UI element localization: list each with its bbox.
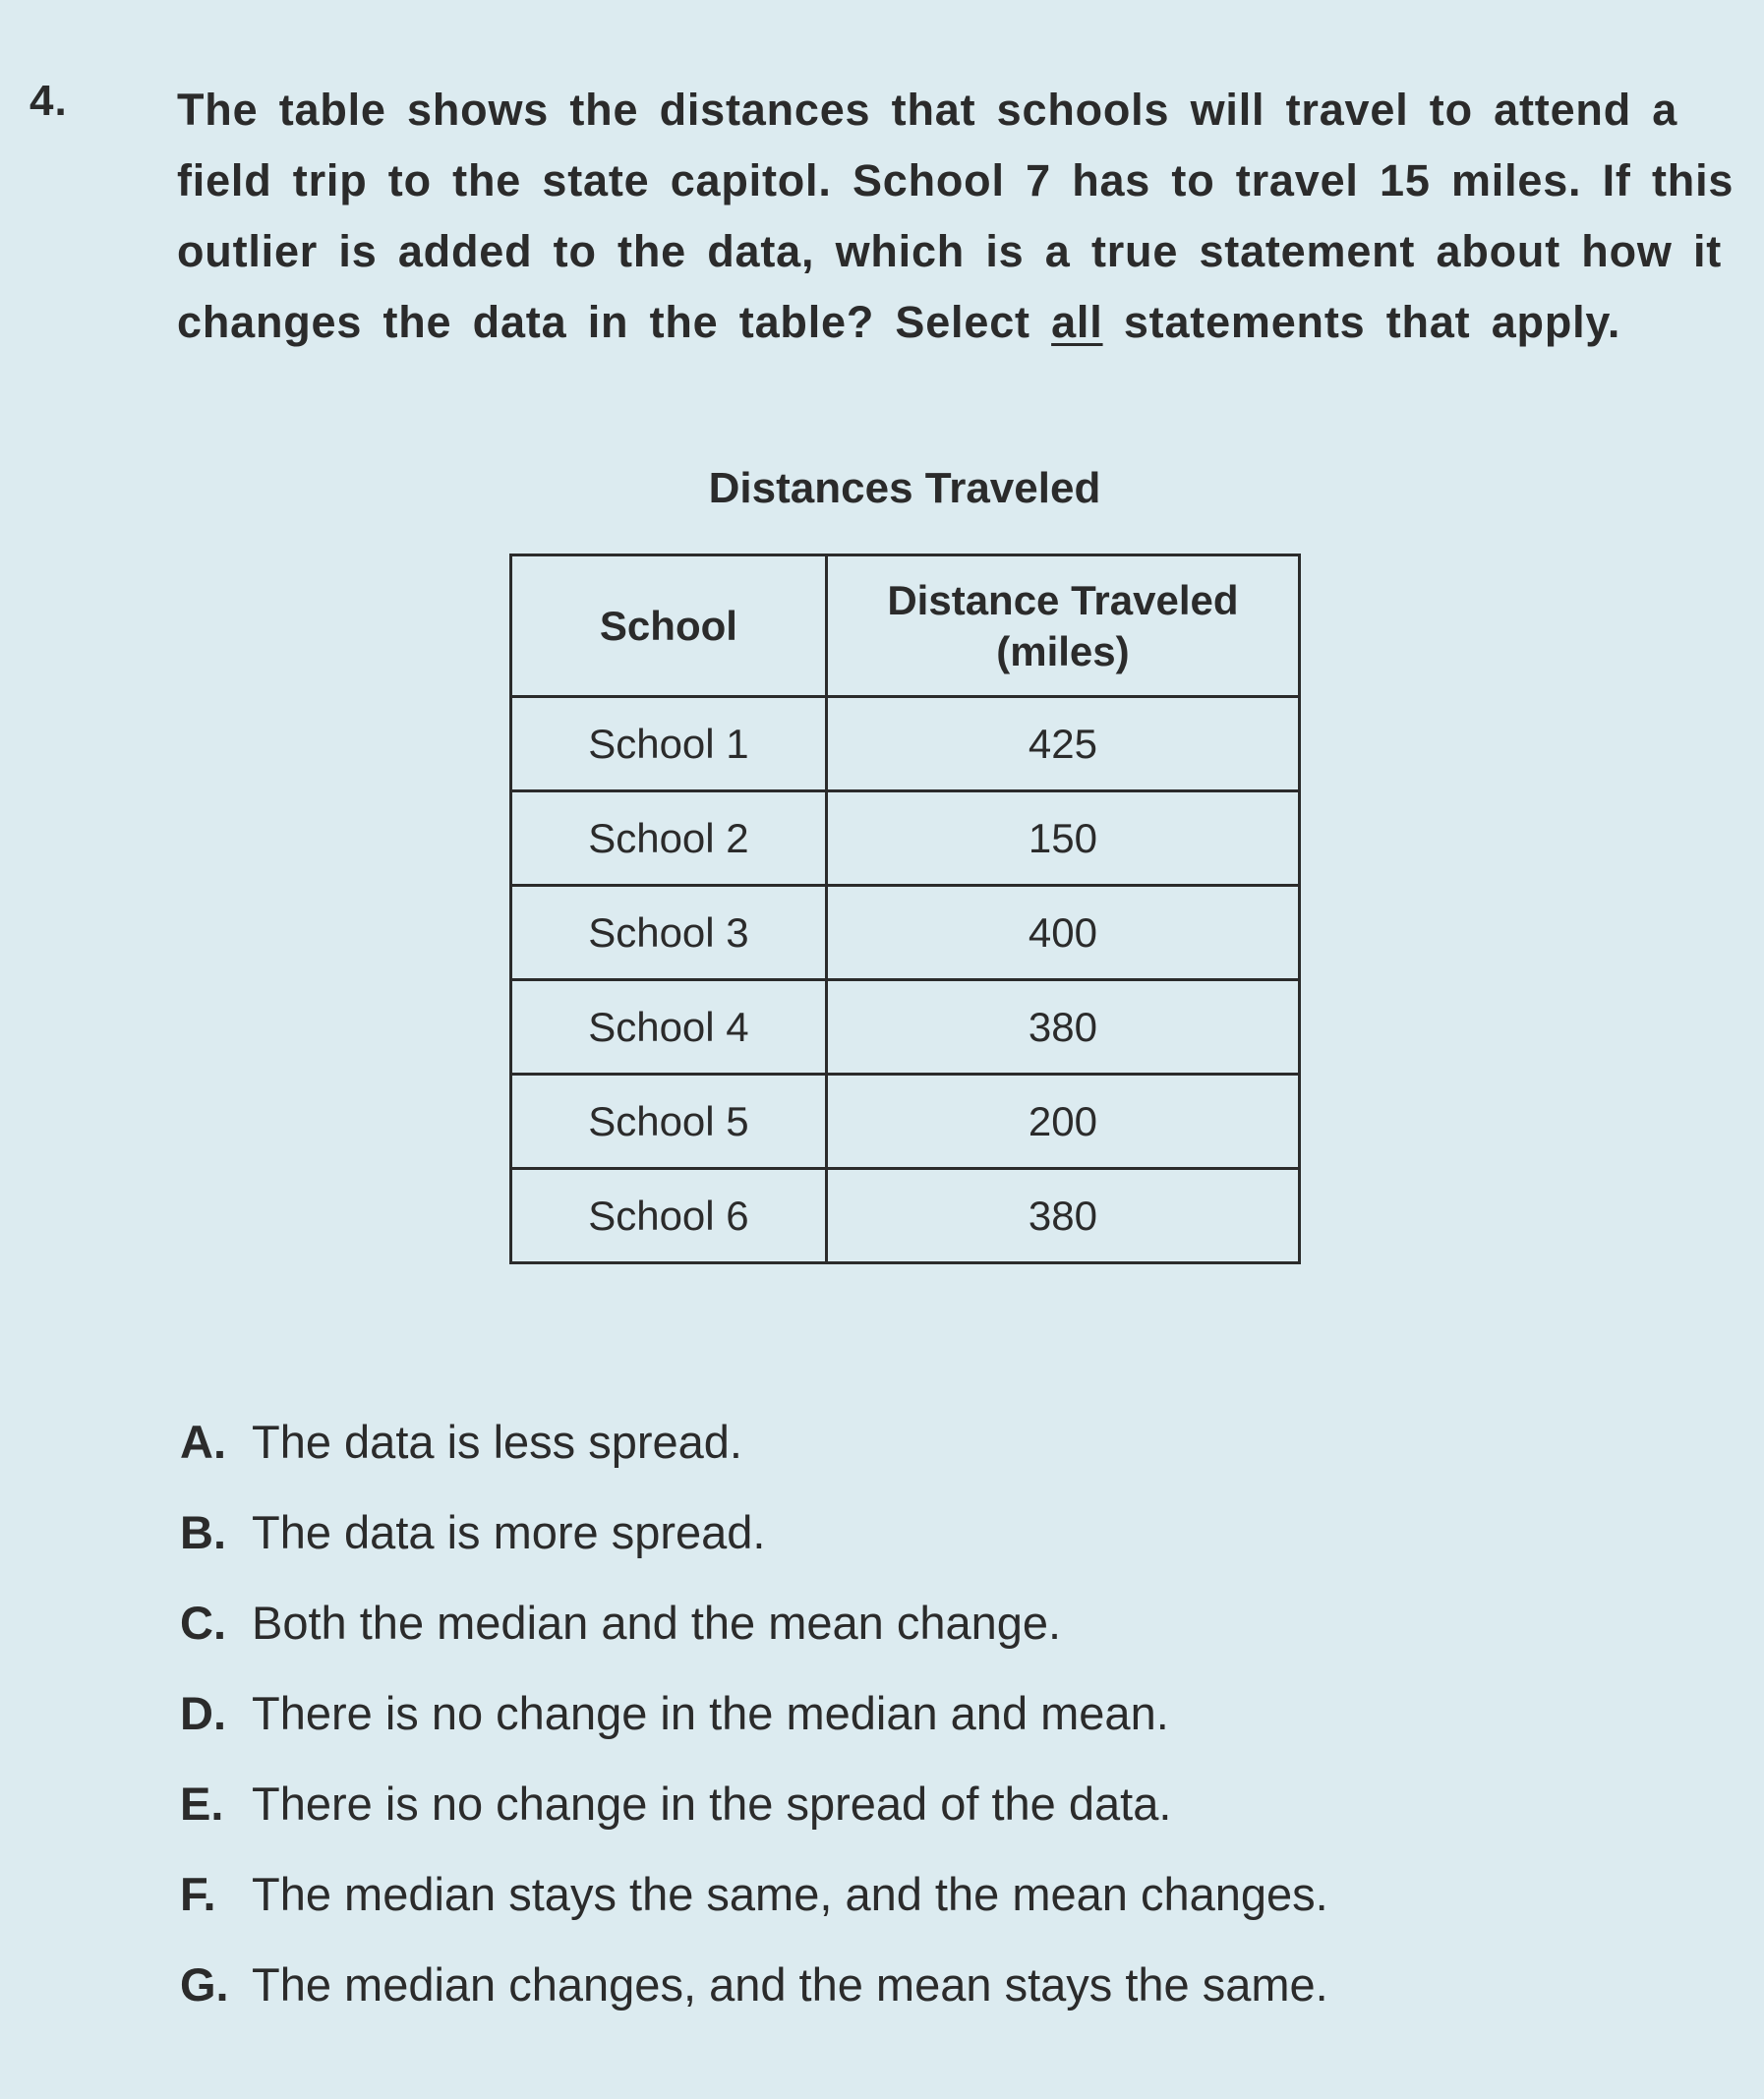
table-row [511, 1075, 1300, 1169]
distance-cell: 150 [826, 791, 1299, 886]
stem-line-3: outlier is added to the data, which is a true statement about how it [177, 226, 1723, 276]
choice-g[interactable] [180, 1939, 1328, 2029]
table-row [511, 791, 1300, 886]
choice-letter: B. [180, 1505, 226, 1558]
choice-letter: A. [180, 1415, 226, 1468]
distance-cell: 400 [826, 886, 1299, 980]
school-cell: School 4 [511, 980, 827, 1075]
choice-letter: E. [180, 1777, 224, 1830]
table-row [511, 980, 1300, 1075]
choice-e[interactable] [180, 1758, 1328, 1848]
distance-cell: 380 [826, 980, 1299, 1075]
underlined-word: all [1051, 297, 1103, 347]
choice-text: The data is more spread. [252, 1505, 766, 1558]
stem-line-2: field trip to the state capitol. School 7 has to travel 15 miles. If this [177, 155, 1735, 205]
distance-cell: 380 [826, 1169, 1299, 1263]
distance-cell: 200 [826, 1075, 1299, 1169]
table-header-row [511, 555, 1300, 697]
table-row [511, 886, 1300, 980]
choice-a[interactable] [180, 1396, 1328, 1487]
stem-line-4-end: statements that apply. [1102, 297, 1621, 347]
choice-f[interactable] [180, 1848, 1328, 1939]
choice-text: The data is less spread. [252, 1415, 742, 1468]
school-cell: School 2 [511, 791, 827, 886]
stem-line-1: The table shows the distances that schools will travel to attend a [177, 85, 1678, 135]
choice-c[interactable] [180, 1577, 1328, 1667]
choice-b[interactable] [180, 1487, 1328, 1577]
school-cell: School 6 [511, 1169, 827, 1263]
header-distance-unit: (miles) [996, 627, 1130, 674]
stem-line-4 [177, 287, 1760, 358]
distance-cell: 425 [826, 697, 1299, 791]
table-title: Distances Traveled [708, 464, 1101, 512]
table-row [511, 697, 1300, 791]
header-distance-line1: Distance Traveled [887, 576, 1239, 623]
table-row [511, 1169, 1300, 1263]
header-school: School [511, 555, 827, 697]
distances-table [509, 554, 1301, 1264]
choice-text: The median changes, and the mean stays the same. [252, 1957, 1328, 2011]
school-cell: School 3 [511, 886, 827, 980]
answer-choices [180, 1396, 1328, 2029]
choice-letter: F. [180, 1867, 216, 1920]
choice-text: There is no change in the spread of the data. [252, 1777, 1172, 1830]
choice-text: The median stays the same, and the mean changes. [252, 1867, 1328, 1920]
question-stem [177, 75, 1760, 358]
choice-text: There is no change in the median and mean. [252, 1686, 1169, 1739]
choice-text: Both the median and the mean change. [252, 1596, 1062, 1649]
header-distance [826, 555, 1299, 697]
stem-line-4-start: changes the data in the table? Select [177, 297, 1052, 347]
choice-letter: C. [180, 1596, 226, 1649]
choice-letter: D. [180, 1686, 226, 1739]
school-cell: School 5 [511, 1075, 827, 1169]
choice-letter: G. [180, 1957, 229, 2011]
choice-d[interactable] [180, 1667, 1328, 1758]
school-cell: School 1 [511, 697, 827, 791]
question-number: 4. [29, 77, 68, 125]
